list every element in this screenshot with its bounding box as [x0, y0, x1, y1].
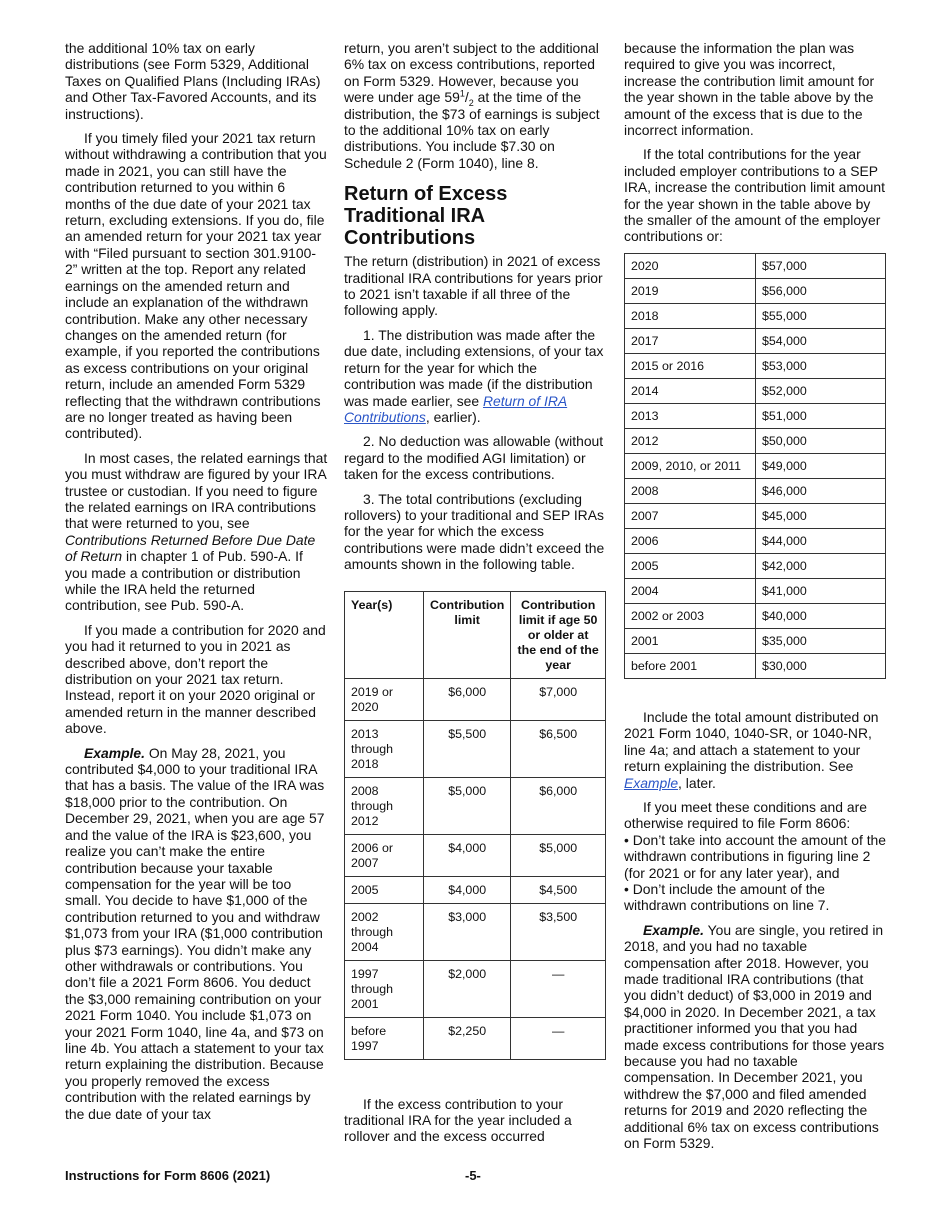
table-row	[345, 903, 606, 960]
example-paragraph	[624, 922, 888, 1152]
table-row	[625, 553, 886, 578]
table-row	[345, 876, 606, 903]
bullet-item: • Don’t take into account the amount of the withdrawn contributions in figuring line 2 (for 2021 or for any later year), and	[624, 831, 887, 881]
table-cell: 2007	[625, 503, 756, 528]
table-cell: 1997 through 2001	[345, 960, 424, 1017]
table-cell: $52,000	[756, 378, 886, 403]
fraction-denominator: 2	[468, 98, 474, 108]
table-cell: —	[511, 1017, 606, 1059]
table-cell: $4,500	[511, 876, 606, 903]
table-cell: 2006	[625, 528, 756, 553]
column-header: Contribution limit	[424, 591, 511, 678]
table-cell: $42,000	[756, 553, 886, 578]
example-link[interactable]: Example	[624, 774, 679, 791]
table-cell: $2,000	[424, 960, 511, 1017]
text: return, you aren’t subject to the additional 6% tax on excess contributions, reported on Form 5329. However, because you were under age 59	[344, 40, 599, 106]
table-row	[625, 578, 886, 603]
example-paragraph	[65, 745, 328, 1122]
text: On May 28, 2021, you contributed $4,000 to your traditional IRA that has a basis. The value of the IRA was $18,000 prior to the contribution. On December 29, 2021, when you are age 57 and the value of the IRA is $23,600, you realize you can’t make the entire contribution because your taxable compensation for the year will be too small. You decide to have $1,000 of the contribution returned to you and withdraw $1,073 from your IRA ($1,000 contribution plus $73 earnings). You didn’t make any other withdrawals or contributions. You don’t file a 2021 Form 8606. You deduct the $3,000 remaining contribution on your 2021 Form 1040. You include $1,073 on your 2021 Form 1040, line 4a, and $73 on line 4b. You attach a statement to your tax return explaining the distribution. Because you properly removed the excess contribution with the related earnings by the due date of your tax	[65, 744, 325, 1122]
table-cell: $46,000	[756, 478, 886, 503]
table-row	[625, 528, 886, 553]
table-cell: 2004	[625, 578, 756, 603]
fraction-slash: /	[464, 89, 469, 106]
table-row	[625, 603, 886, 628]
table-cell: $3,500	[511, 903, 606, 960]
table-cell: 2002 or 2003	[625, 603, 756, 628]
section-heading: Return of Excess Traditional IRA Contributions	[344, 183, 508, 250]
table-cell: 2019 or 2020	[345, 678, 424, 720]
table-cell: $57,000	[756, 253, 886, 278]
text: Include the total amount distributed on 2021 Form 1040, 1040-SR, or 1040-NR, line 4a; and attach a statement to your return explaining the distribution. See	[624, 708, 879, 775]
text: In most cases, the related earnings that you must withdraw are figured by your IRA trustee or custodian. If you need to figure the related earnings on IRA contributions that were returned to you, see	[65, 449, 328, 532]
column-header: Contribution limit if age 50 or older at the end of the year	[511, 591, 606, 678]
table-cell: $41,000	[756, 578, 886, 603]
paragraph: If you timely filed your 2021 tax return without withdrawing a contribution that you made in 2021, you can still have the contribution returned to you within 6 months of the due date of your 2021 tax return, excluding extensions. If you do, file an amended return for your 2021 tax year with “Filed pursuant to section 301.9100-2” written at the top. Report any related earnings on the amended return and include an explanation of the withdrawn contribution. Make any other necessary changes on the amended return (for example, if you reported the contributions as excess contributions on your original return, include an amended Form 5329 reflecting that the withdrawn contributions are no longer treated as having been contributed).	[65, 130, 327, 442]
table-cell: $55,000	[756, 303, 886, 328]
paragraph: The return (distribution) in 2021 of excess traditional IRA contributions for years prior to 2021 isn’t taxable if all three of the following apply.	[344, 253, 603, 319]
text: , later.	[678, 774, 716, 791]
table-cell: 2001	[625, 628, 756, 653]
table-cell: 2014	[625, 378, 756, 403]
table-cell: $50,000	[756, 428, 886, 453]
list-item	[344, 327, 607, 425]
table-cell: $30,000	[756, 653, 886, 678]
table-cell: $40,000	[756, 603, 886, 628]
table-cell: $54,000	[756, 328, 886, 353]
table-cell: 2018	[625, 303, 756, 328]
bullet-item: • Don’t include the amount of the withdrawn contributions on line 7.	[624, 880, 830, 914]
footer-form-title: Instructions for Form 8606 (2021)	[65, 1168, 271, 1183]
table-row	[345, 960, 606, 1017]
paragraph	[624, 709, 888, 791]
table-cell: before 1997	[345, 1017, 424, 1059]
paragraph: If you meet these conditions and are otherwise required to file Form 8606:	[624, 798, 867, 832]
paragraph: the additional 10% tax on early distributions (see Form 5329, Additional Taxes on Qualified Plans (Including IRAs) and Other Tax-Favored Accounts, and its instructions).	[65, 40, 321, 122]
paragraph: because the information the plan was required to give you was incorrect, increase the contribution limit amount for the year shown in the table above by the amount of the excess that is due to the incorrect information.	[624, 40, 875, 139]
column-2	[344, 40, 607, 1153]
table-row	[625, 478, 886, 503]
table-cell: $5,000	[424, 777, 511, 834]
table-cell: $51,000	[756, 403, 886, 428]
table-cell: $3,000	[424, 903, 511, 960]
table-cell: 2005	[345, 876, 424, 903]
column-1	[65, 40, 328, 1130]
table-cell: $49,000	[756, 453, 886, 478]
table-cell: $35,000	[756, 628, 886, 653]
table-row	[345, 1017, 606, 1059]
table-cell: $6,000	[424, 678, 511, 720]
table-cell: 2008	[625, 478, 756, 503]
table-cell: $6,500	[511, 720, 606, 777]
table-cell: 2002 through 2004	[345, 903, 424, 960]
paragraph: If the excess contribution to your traditional IRA for the year included a rollover and the excess occurred	[344, 1095, 572, 1145]
paragraph	[344, 40, 607, 171]
table-cell: —	[511, 960, 606, 1017]
table-row	[625, 403, 886, 428]
table-cell: $5,500	[424, 720, 511, 777]
list-item: 3. The total contributions (excluding rollovers) to your traditional and SEP IRAs for the year for which the excess contributions were made didn’t exceed the amounts shown in the following table.	[344, 490, 605, 573]
table-row	[345, 777, 606, 834]
table-row	[625, 653, 886, 678]
table-cell: 2017	[625, 328, 756, 353]
table-cell: 2012	[625, 428, 756, 453]
table-cell: 2009, 2010, or 2011	[625, 453, 756, 478]
table-row	[625, 628, 886, 653]
table-row	[625, 428, 886, 453]
table-row	[625, 303, 886, 328]
table-cell: $44,000	[756, 528, 886, 553]
list-item: 2. No deduction was allowable (without regard to the modified AGI limitation) or taken for the excess contributions.	[344, 433, 604, 483]
column-header: Year(s)	[345, 591, 424, 678]
table-cell: 2013 through 2018	[345, 720, 424, 777]
page-number: -5-	[465, 1168, 481, 1183]
paragraph: If you made a contribution for 2020 and you had it returned to you in 2021 as described above, don’t report the distribution on your 2021 tax return. Instead, report it on your 2020 original or amended return in the manner described above.	[65, 621, 326, 737]
table-cell: 2015 or 2016	[625, 353, 756, 378]
table-header-row	[345, 591, 606, 678]
table-cell: 2020	[625, 253, 756, 278]
table-cell: 2013	[625, 403, 756, 428]
table-row	[625, 353, 886, 378]
paragraph	[65, 450, 328, 614]
text: , earlier).	[425, 408, 481, 425]
text: You are single, you retired in 2018, and you had no taxable compensation after 2018. However, you made traditional IRA contributions (that you didn’t deduct) of $3,000 in 2019 and $4,000 in 2020. In December 2021, a tax practitioner informed you that you had made excess contributions for those years because you had no taxable compensation. In December 2021, you withdrew the $7,000 and filed amended returns for 2019 and 2020 reflecting the additional 6% tax on excess contributions on Form 5329.	[624, 921, 885, 1152]
table-row	[345, 720, 606, 777]
text: at the time of the distribution, the $73 of earnings is subject to the additional 10% tax on early distributions. You include $7.30 on Schedule 2 (Form 1040), line 8.	[344, 89, 600, 171]
table-row	[625, 378, 886, 403]
table-row	[625, 453, 886, 478]
example-label: Example.	[643, 921, 704, 938]
table-row	[625, 278, 886, 303]
table-row	[625, 503, 886, 528]
sep-limit-table	[624, 253, 886, 679]
text: 1. The distribution was made after the due date, including extensions, of your tax return for the year for which the contribution was made (if the distribution was made earlier, see	[344, 326, 604, 409]
table-cell: 2006 or 2007	[345, 834, 424, 876]
table-cell: $45,000	[756, 503, 886, 528]
contribution-limit-table	[344, 591, 606, 1060]
table-cell: 2019	[625, 278, 756, 303]
table-cell: $7,000	[511, 678, 606, 720]
text: in chapter 1 of Pub. 590-A. If you made a contribution or distribution while the IRA held the returned contribution, see Pub. 590-A.	[65, 548, 303, 614]
table-cell: $2,250	[424, 1017, 511, 1059]
table-cell: $53,000	[756, 353, 886, 378]
table-cell: before 2001	[625, 653, 756, 678]
fraction-numerator: 1	[459, 88, 465, 99]
table-row	[345, 678, 606, 720]
table-row	[345, 834, 606, 876]
table-cell: $56,000	[756, 278, 886, 303]
column-3	[624, 40, 888, 1159]
example-label: Example.	[84, 744, 145, 761]
table-cell: 2005	[625, 553, 756, 578]
return-of-ira-contributions-link[interactable]: Return of IRA Contributions	[344, 392, 568, 425]
table-cell: $4,000	[424, 876, 511, 903]
table-cell: 2008 through 2012	[345, 777, 424, 834]
table-cell: $4,000	[424, 834, 511, 876]
table-cell: $5,000	[511, 834, 606, 876]
table-cell: $6,000	[511, 777, 606, 834]
paragraph: If the total contributions for the year included employer contributions to a SEP IRA, increase the contribution limit amount for the year shown in the table above by the smaller of the amount of the employer contributions or:	[624, 146, 885, 245]
table-row	[625, 253, 886, 278]
table-row	[625, 328, 886, 353]
italic-reference: Contributions Returned Before Due Date of Return	[65, 531, 316, 565]
